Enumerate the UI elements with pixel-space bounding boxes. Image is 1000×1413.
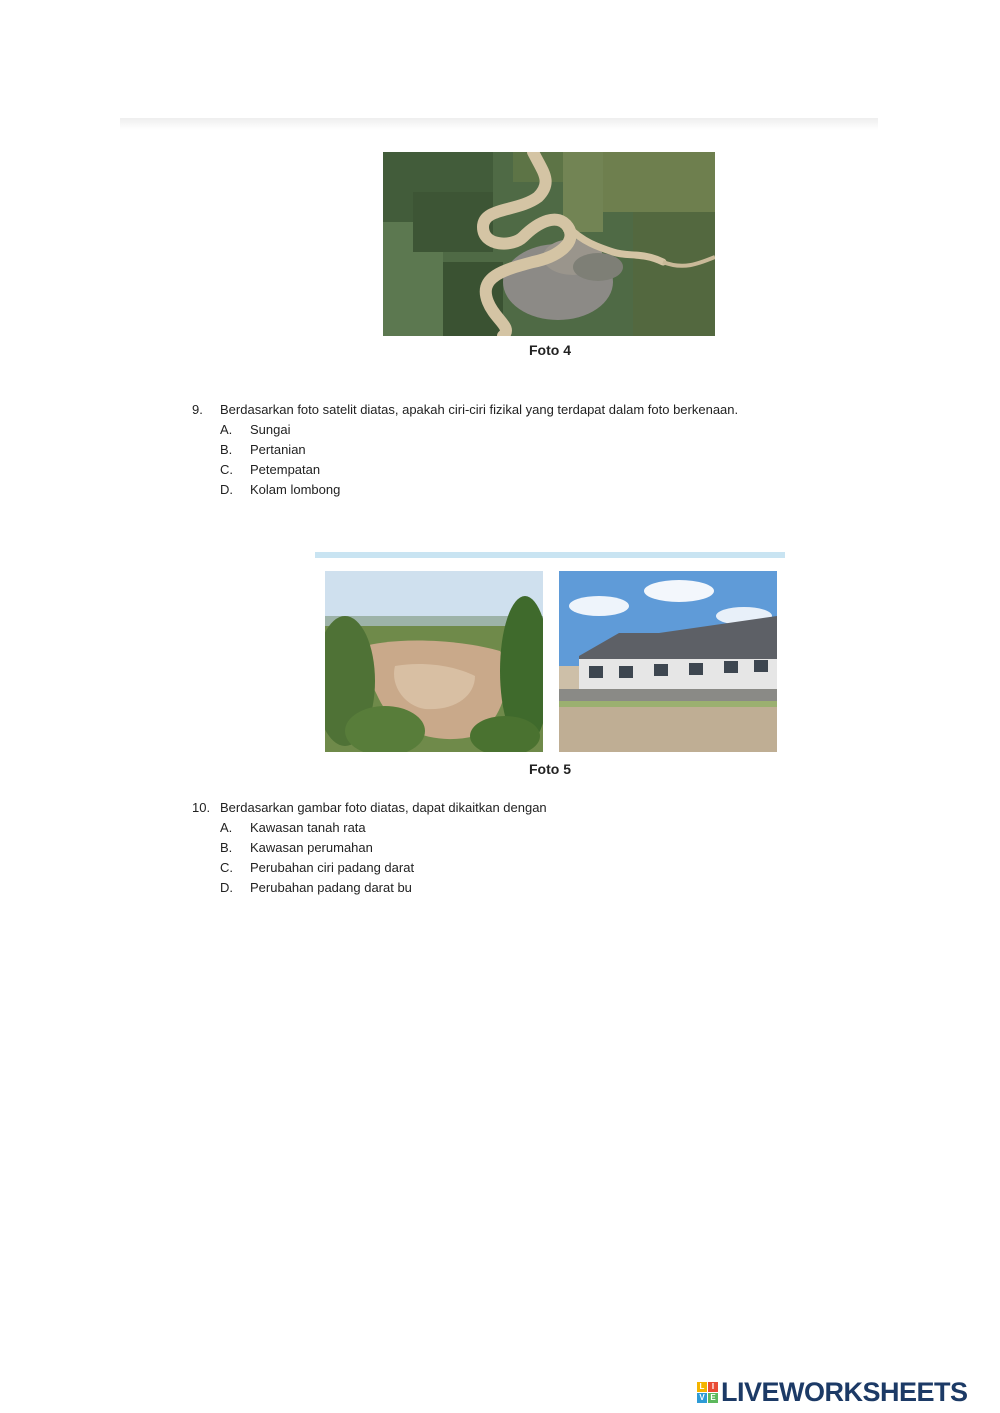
option-letter: D. [220, 482, 233, 497]
option-text: Kawasan perumahan [250, 840, 373, 855]
option-text: Kolam lombong [250, 482, 341, 497]
cleared-land-photo [325, 571, 543, 752]
housing-image [559, 571, 777, 752]
option-text: Pertanian [250, 442, 306, 457]
figure-divider [315, 552, 785, 558]
logo-grid-icon [697, 1382, 718, 1403]
option-text: Perubahan padang darat bu [250, 880, 412, 895]
question-number: 10. [192, 800, 211, 815]
option-text: Kawasan tanah rata [250, 820, 366, 835]
option-d[interactable] [220, 878, 547, 898]
satellite-photo-river [383, 152, 715, 336]
option-letter: B. [220, 840, 233, 855]
logo-cell: E [708, 1393, 718, 1403]
housing-photo [559, 571, 777, 752]
logo-cell: I [708, 1382, 718, 1392]
option-c[interactable] [220, 858, 547, 878]
question-number: 9. [192, 402, 203, 417]
question-text: Berdasarkan gambar foto diatas, dapat dikaitkan dengan [220, 800, 547, 815]
liveworksheets-logo [697, 1377, 968, 1407]
option-a[interactable] [220, 420, 738, 440]
logo-cell: L [697, 1382, 707, 1392]
option-letter: B. [220, 442, 233, 457]
option-b[interactable] [220, 440, 738, 460]
option-letter: C. [220, 860, 233, 875]
cleared-land-image [325, 571, 543, 752]
question-text: Berdasarkan foto satelit diatas, apakah ciri-ciri fizikal yang terdapat dalam foto berkenaan. [220, 402, 739, 417]
foto4-caption: Foto 4 [529, 342, 571, 358]
foto5-caption: Foto 5 [529, 761, 571, 777]
option-letter: D. [220, 880, 233, 895]
option-a[interactable] [220, 818, 547, 838]
logo-cell: V [697, 1393, 707, 1403]
option-letter: C. [220, 462, 233, 477]
option-letter: A. [220, 422, 233, 437]
page-top-band [120, 118, 878, 130]
question-9 [192, 400, 738, 500]
option-text: Sungai [250, 422, 291, 437]
option-letter: A. [220, 820, 233, 835]
option-text: Perubahan ciri padang darat [250, 860, 415, 875]
option-b[interactable] [220, 838, 547, 858]
brand-name: LIVEWORKSHEETS [721, 1376, 968, 1407]
question-10 [192, 798, 547, 898]
option-text: Petempatan [250, 462, 321, 477]
option-c[interactable] [220, 460, 738, 480]
option-d[interactable] [220, 480, 738, 500]
satellite-river-image [383, 152, 715, 336]
